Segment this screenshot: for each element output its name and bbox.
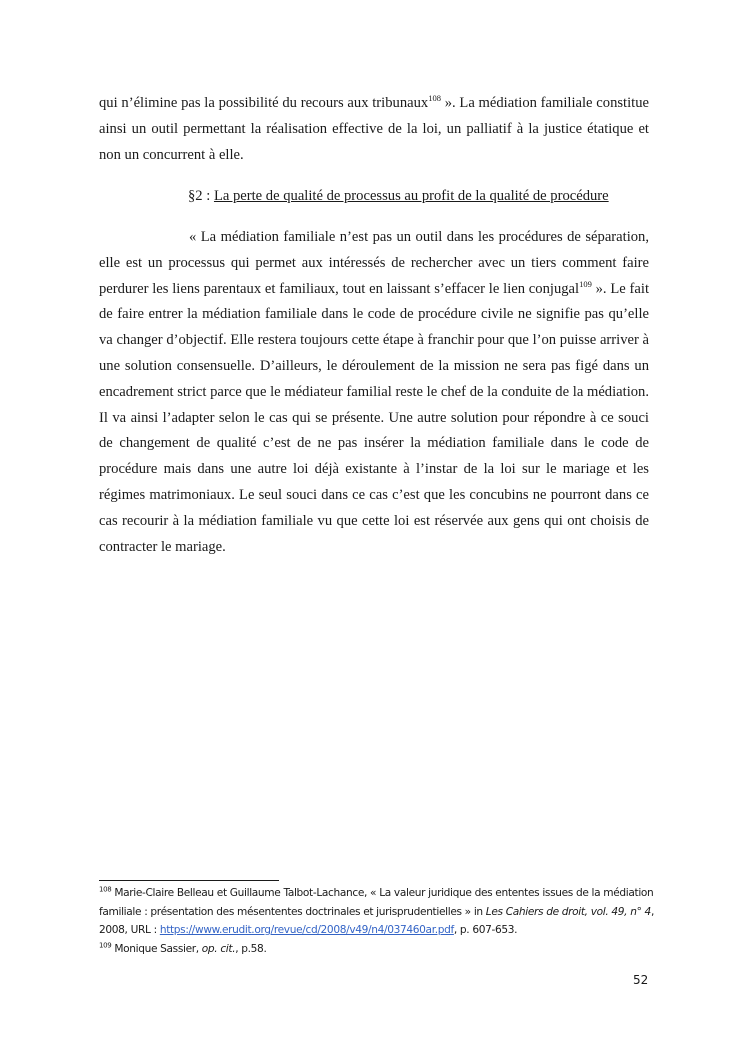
- footnote-text: Monique Sassier,: [111, 942, 202, 955]
- footnote-ref-108[interactable]: 108: [428, 93, 441, 104]
- footnote-text: Marie-Claire Belleau et Guillaume Talbot-Lachance, « La valeur juridique des ententes issues de la médiation familiale : présentation des mésententes doctrinales et jurisprudentielles » in: [99, 887, 654, 918]
- paragraph-1-text-a: qui n’élimine pas la possibilité du recours aux tribunaux: [99, 95, 429, 111]
- footnote-text: , p. 607-653.: [453, 924, 518, 936]
- footnote-op-cit: op. cit.: [201, 942, 236, 955]
- footnote-text: , 2008, URL :: [99, 905, 654, 936]
- footnote-number: 109: [99, 940, 112, 949]
- section-heading-prefix: §2 :: [188, 188, 214, 204]
- section-heading-title: La perte de qualité de processus au profit de la qualité de procédure: [213, 188, 609, 204]
- footnote-109: [99, 940, 659, 959]
- footnote-108: [99, 884, 659, 940]
- section-heading: [188, 184, 609, 210]
- paragraph-2-text-a: « La médiation familiale n’est pas un outil dans les procédures de séparation, elle est un processus qui permet aux intéressés de rechercher avec un tiers comment faire perdurer les liens parentaux et familiaux, tout en laissant s’effacer le lien conjugal: [99, 229, 649, 297]
- paragraph-1-text-b: ». La médiation familiale constitue ainsi un outil permettant la réalisation effective de la loi, un palliatif à la justice étatique et non un concurrent à elle.: [99, 95, 649, 163]
- footnote-ref-109[interactable]: 109: [579, 278, 592, 289]
- page-number: 52: [633, 973, 649, 987]
- footnote-url-link[interactable]: https://www.erudit.org/revue/cd/2008/v49/n4/037460ar.pdf: [159, 924, 454, 936]
- paragraph-2-text-b: ». Le fait de faire entrer la médiation familiale dans le code de procédure civile ne signifie pas qu’elle va changer d’objectif. Elle restera toujours cette étape à franchir pour que l’on puisse arriver à une solution consensuelle. D’ailleurs, le déroulement de la mission ne sera pas figé dans un encadrement strict parce que le médiateur familial reste le chef de la conduite de la médiation. Il va ainsi l’adapter selon le cas qui se présente. Une autre solution pour répondre à ce souci de changement de qualité c’est de ne pas insérer la médiation familiale dans le code de procédure mais dans une autre loi déjà existante à l’instar de la loi sur le mariage et les régimes matrimoniaux. Le seul souci dans ce cas c’est que les concubins ne pourront dans ce cas recourir à la médiation familiale vu que cette loi est réservée aux gens qui ont choisis de contracter le mariage.: [99, 280, 649, 555]
- footnotes: [99, 884, 659, 958]
- footnote-text: , p.58.: [235, 942, 267, 955]
- paragraph-2: [99, 225, 649, 560]
- paragraph-1: [99, 91, 649, 168]
- footnote-number: 108: [99, 885, 112, 894]
- footnote-journal-title: Les Cahiers de droit, vol. 49, n° 4: [485, 905, 651, 918]
- footnote-separator: [99, 880, 279, 881]
